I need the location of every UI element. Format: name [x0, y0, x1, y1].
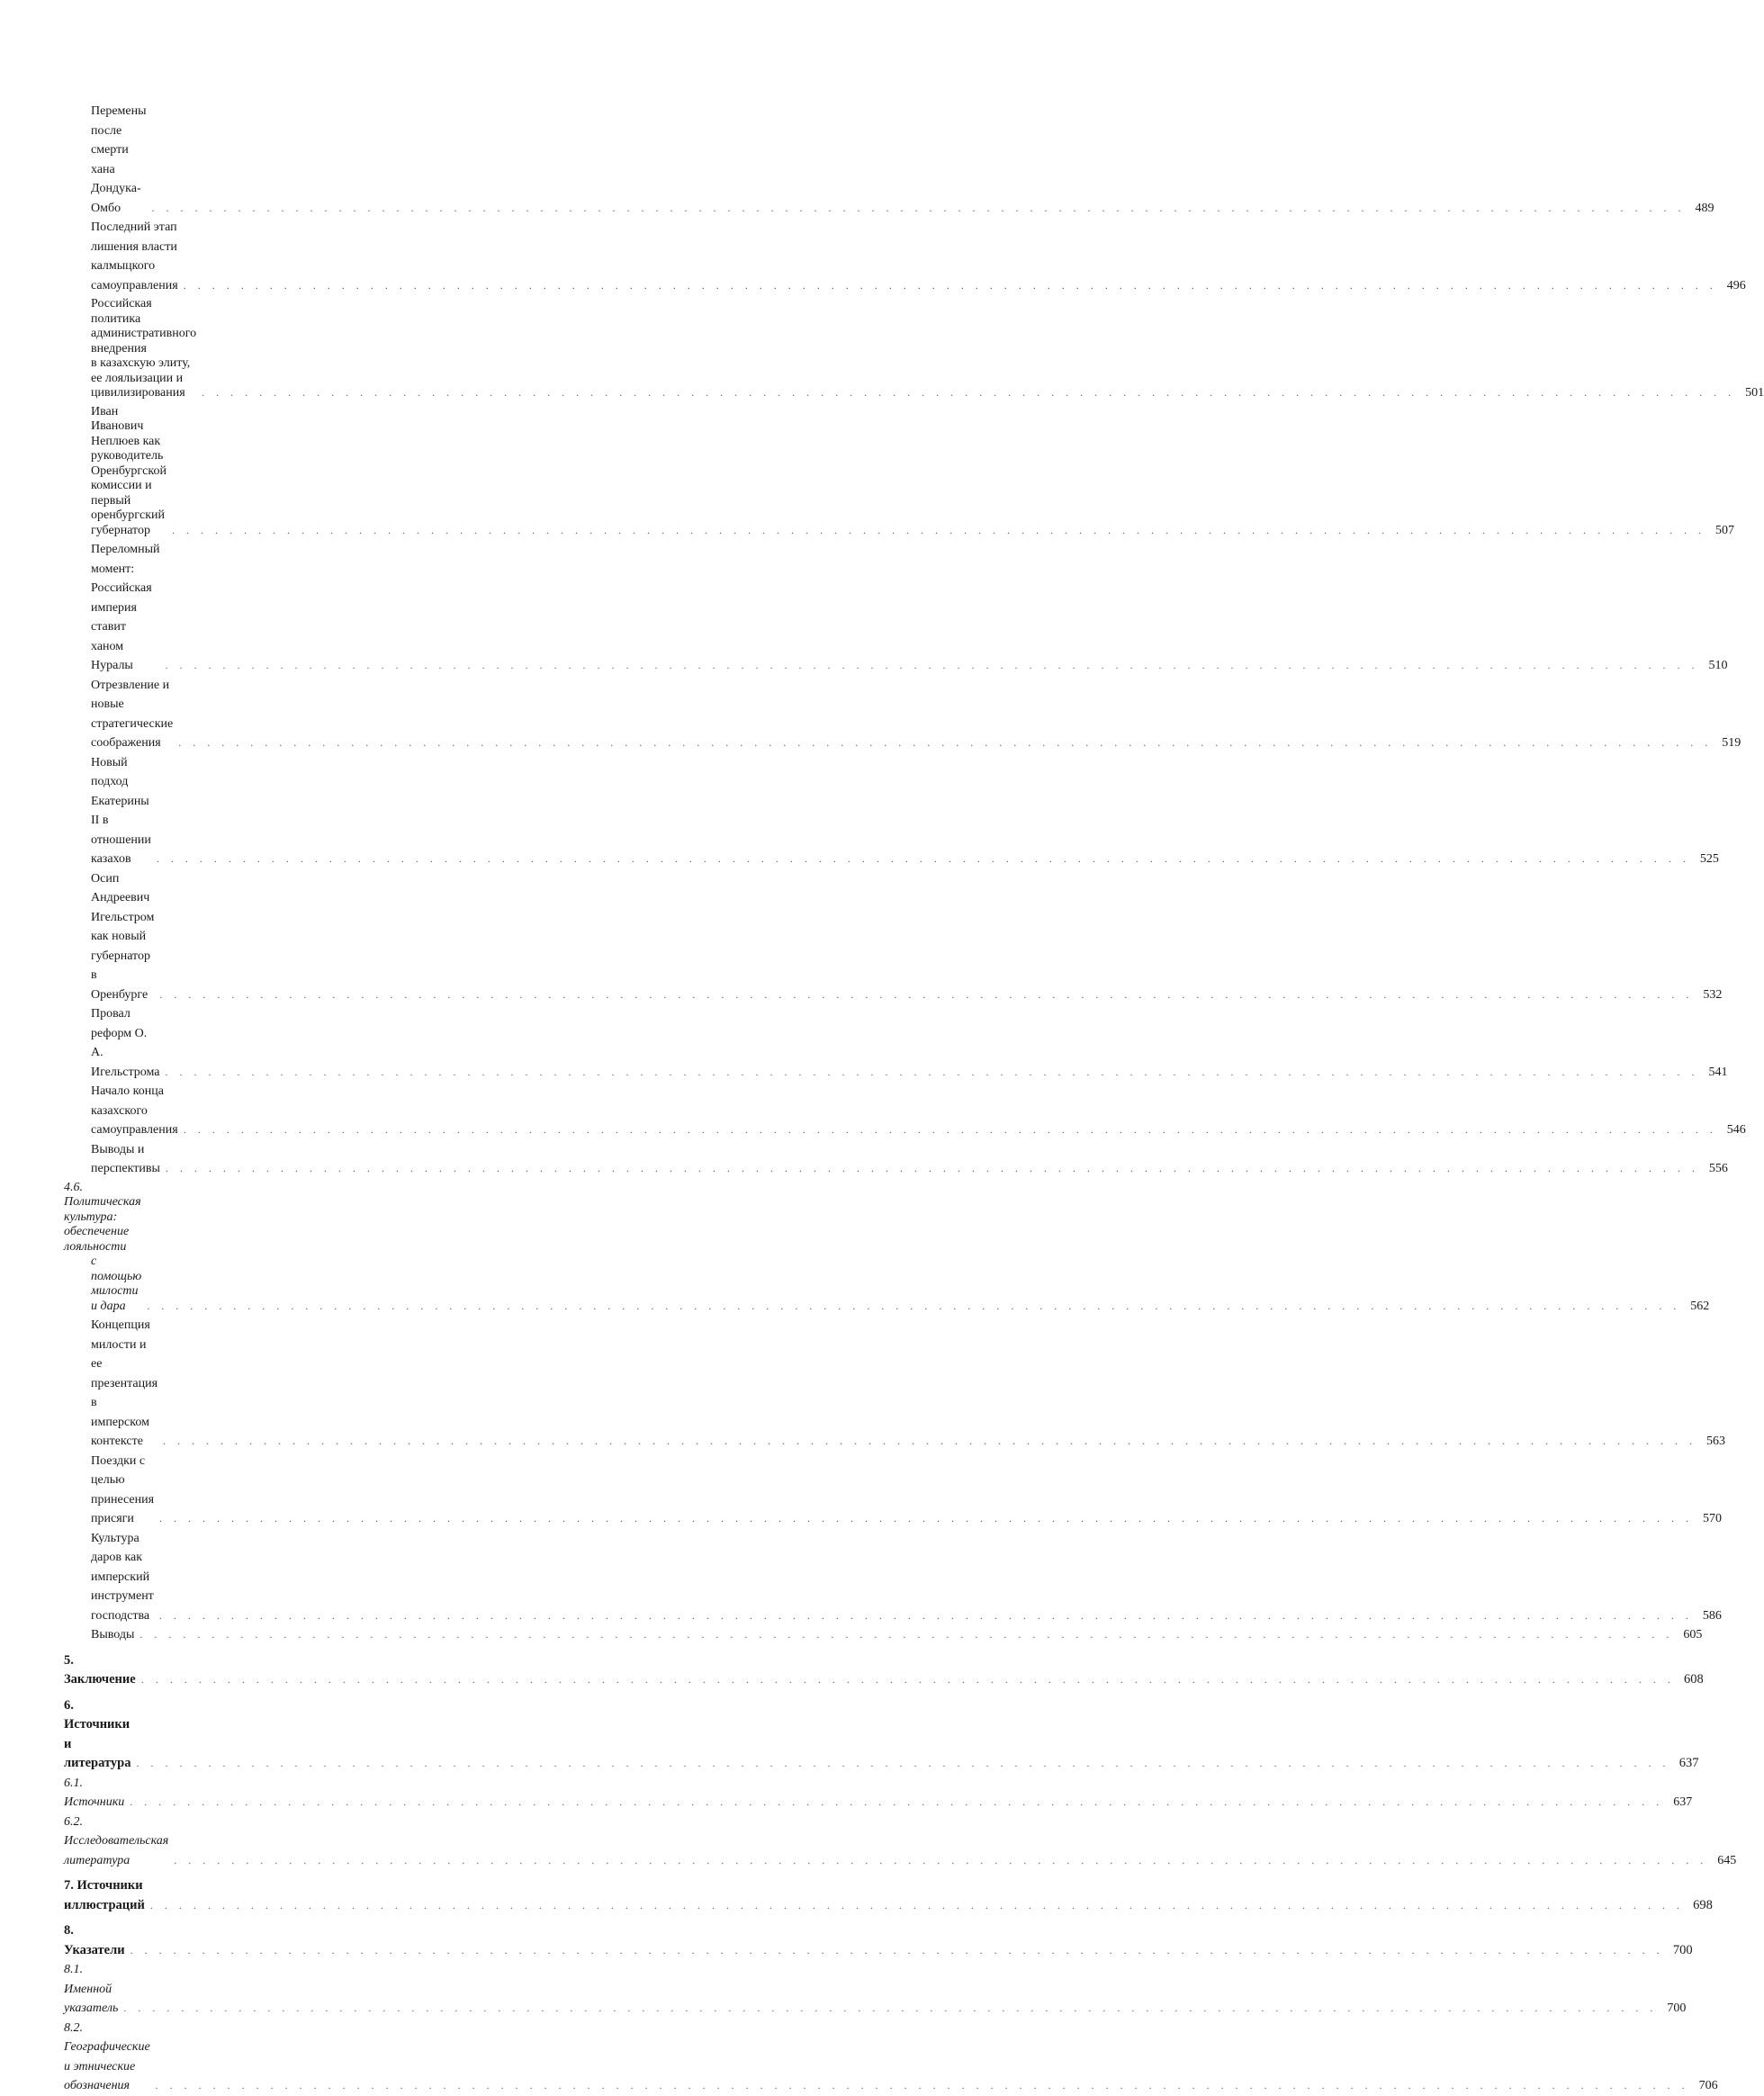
toc-entry-title [64, 295, 196, 403]
toc-section-entry[interactable] [64, 1960, 1687, 2019]
toc-page-number: 586 [1702, 1608, 1722, 1623]
toc-page-number: 563 [1706, 1435, 1726, 1448]
toc-section-entry[interactable] [64, 2019, 1718, 2096]
toc-entry-title [64, 1960, 118, 2019]
toc-entry[interactable] [64, 1140, 1728, 1179]
toc-entry-title [64, 1813, 168, 1871]
leader-dots [147, 199, 1686, 219]
toc-entry-title: Новый подход Екатерины II в отношении казахов [91, 755, 151, 866]
toc-page-number: 698 [1693, 1897, 1713, 1912]
toc-page-number: 501 [1745, 386, 1764, 400]
toc-page-number: 519 [1722, 736, 1742, 750]
toc-entry-title: Поездки с целью принесения присяги [91, 1453, 155, 1525]
toc-entry-title [64, 1774, 124, 1813]
toc-entry[interactable] [64, 403, 1734, 541]
toc-page-number: 570 [1703, 1512, 1723, 1525]
leader-dots [158, 1432, 1696, 1452]
toc-page-number: 637 [1678, 1756, 1699, 1770]
toc-entry-title-line2: в казахскую элиту, ее лояльизации и цивилизирования [91, 356, 191, 400]
toc-entry[interactable] [64, 218, 1746, 295]
toc-entry-title: Выводы и перспективы [91, 1142, 160, 1175]
toc-page-number: 546 [1726, 1123, 1746, 1137]
toc-page-number: 700 [1672, 1942, 1693, 1957]
toc-entry-title: Концепция милости и ее презентация в имперском контексте [91, 1318, 158, 1448]
section-number: 6.1. [64, 1776, 83, 1790]
leader-dots [173, 733, 1712, 753]
toc-entry-title [64, 2019, 150, 2096]
toc-page-number: 541 [1708, 1065, 1728, 1079]
toc-entry-title-line1: Российская политика административного внедрения [91, 297, 197, 355]
toc-page-number: 645 [1717, 1853, 1737, 1867]
toc-entry-title-line1: Иван Иванович Неплюев как руководитель [91, 404, 164, 463]
leader-dots [178, 276, 1717, 296]
leader-dots [154, 985, 1693, 1005]
leader-dots [160, 1159, 1699, 1179]
toc-section-entry[interactable] [64, 1179, 1710, 1317]
toc-entry-title: Переломный момент: Российская империя ставит ханом Нуралы [91, 543, 160, 672]
leader-dots [125, 1941, 1664, 1961]
toc-entry[interactable] [64, 1082, 1746, 1140]
toc-entry-title-line1: Политическая культура: обеспечение лояльности [64, 1195, 141, 1254]
toc-entry[interactable] [64, 869, 1723, 1005]
leader-dots [151, 850, 1690, 869]
toc-section-entry[interactable] [64, 1774, 1693, 1813]
toc-chapter-title: 6. Источники и литература [64, 1697, 131, 1770]
leader-dots [159, 1063, 1698, 1083]
leader-dots [134, 1625, 1673, 1645]
leader-dots [154, 1606, 1693, 1626]
table-of-contents [64, 102, 1764, 2096]
leader-dots [166, 521, 1706, 541]
toc-entry-title: Осип Андреевич Игельстром как новый губернатор в Оренбурге [91, 871, 155, 1002]
toc-entry-title: Культура даров как имперский инструмент господства [91, 1531, 154, 1623]
toc-section-title: Географические и этнические обозначения [64, 2040, 150, 2092]
toc-chapter-entry[interactable] [64, 1696, 1699, 1774]
toc-page-number: 605 [1683, 1628, 1703, 1642]
toc-entry-title: Перемены после смерти хана Дондука-Омбо [91, 104, 147, 215]
toc-entry[interactable] [64, 676, 1742, 753]
toc-entry-title-line2: Оренбургской комиссии и первый оренбургский губернатор [91, 463, 166, 537]
section-number: 8.2. [64, 2020, 83, 2035]
toc-page-number: 700 [1667, 2002, 1687, 2015]
toc-entry[interactable] [64, 1316, 1726, 1452]
toc-page-number: 489 [1695, 201, 1714, 215]
leader-dots [154, 1509, 1693, 1529]
toc-chapter-title: 7. Источники иллюстраций [64, 1878, 145, 1912]
toc-chapter-title: 5. Заключение [64, 1652, 136, 1687]
toc-entry[interactable] [64, 1004, 1728, 1082]
toc-page-number: 532 [1703, 987, 1723, 1002]
toc-page-number: 562 [1690, 1299, 1710, 1313]
toc-entry-title: Отрезвление и новые стратегические соображения [91, 678, 174, 750]
toc-entry-title-line2: с помощью милости и дара [91, 1255, 142, 1313]
toc-entry-title: Выводы [91, 1628, 135, 1642]
toc-page-number: 608 [1683, 1672, 1704, 1687]
toc-chapter-entry[interactable] [64, 1876, 1713, 1915]
leader-dots [150, 2076, 1689, 2096]
toc-chapter-entry[interactable] [64, 1921, 1693, 1960]
leader-dots [196, 383, 1735, 403]
toc-page-number: 507 [1714, 523, 1734, 537]
toc-entry[interactable] [64, 1529, 1722, 1626]
leader-dots [136, 1670, 1675, 1690]
leader-dots [130, 1754, 1670, 1774]
section-number: 4.6. [64, 1180, 83, 1194]
toc-entry-title [64, 403, 166, 541]
toc-page-number: 706 [1698, 2079, 1718, 2092]
toc-section-entry[interactable] [64, 1813, 1737, 1871]
leader-dots [145, 1896, 1684, 1916]
toc-entry-title: Провал реформ О. А. Игельстрома [91, 1007, 160, 1079]
toc-entry[interactable] [64, 753, 1719, 869]
toc-section-title: Источники [64, 1795, 125, 1809]
leader-dots [118, 1999, 1657, 2019]
toc-chapter-title: 8. Указатели [64, 1923, 125, 1957]
toc-chapter-entry[interactable] [64, 1651, 1704, 1690]
toc-page-number: 510 [1708, 659, 1728, 672]
leader-dots [178, 1120, 1717, 1140]
toc-section-title: Исследовательская литература [64, 1834, 169, 1867]
toc-entry[interactable] [64, 540, 1728, 676]
toc-entry-title [64, 1179, 141, 1317]
toc-page-number: 525 [1699, 852, 1719, 866]
toc-entry[interactable] [64, 295, 1764, 403]
toc-page-number: 496 [1726, 278, 1746, 292]
toc-entry[interactable] [64, 1452, 1723, 1529]
toc-entry-title: Последний этап лишения власти калмыцкого самоуправления [91, 220, 178, 292]
toc-page-number: 637 [1673, 1795, 1693, 1809]
toc-section-title: Именной указатель [64, 1982, 119, 2015]
leader-dots [124, 1793, 1663, 1813]
toc-entry[interactable] [64, 1625, 1703, 1645]
leader-dots [168, 1851, 1707, 1871]
toc-entry-title: Начало конца казахского самоуправления [91, 1084, 178, 1137]
leader-dots [160, 656, 1699, 676]
toc-entry[interactable] [64, 102, 1714, 218]
leader-dots [141, 1297, 1680, 1317]
toc-page-number: 556 [1708, 1162, 1728, 1175]
section-number: 8.1. [64, 1963, 83, 1976]
section-number: 6.2. [64, 1814, 83, 1829]
